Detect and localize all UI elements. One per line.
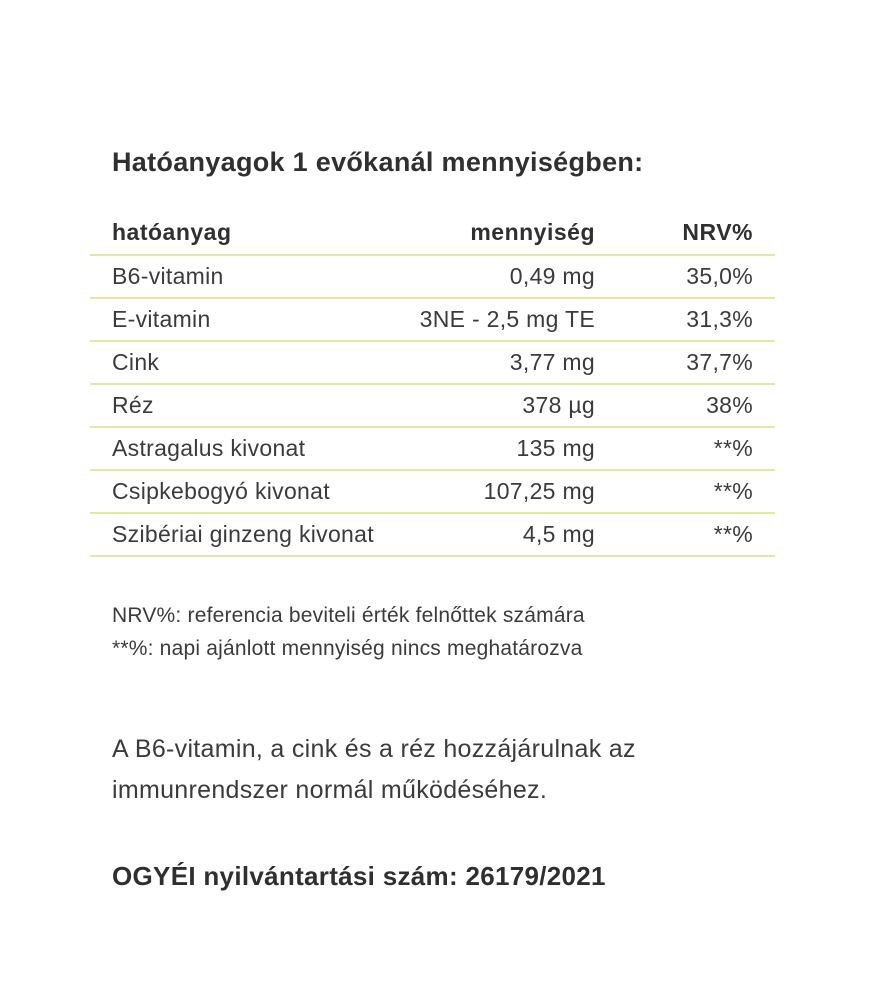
ingredient-name: E-vitamin bbox=[112, 306, 211, 332]
ingredients-table bbox=[90, 210, 775, 557]
ingredient-nrv: 31,3% bbox=[686, 306, 753, 332]
ingredient-name: B6-vitamin bbox=[112, 263, 224, 289]
table-row bbox=[90, 428, 775, 471]
ingredient-amount: 3NE - 2,5 mg TE bbox=[419, 306, 595, 332]
ingredient-name: Szibériai ginzeng kivonat bbox=[112, 521, 374, 547]
ingredient-amount: 4,5 mg bbox=[522, 521, 595, 547]
table-row bbox=[90, 471, 775, 514]
ingredient-nrv: 35,0% bbox=[686, 263, 753, 289]
footnotes bbox=[112, 599, 585, 665]
ingredient-amount: 135 mg bbox=[516, 435, 595, 461]
table-header-row bbox=[90, 210, 775, 256]
table-row bbox=[90, 256, 775, 299]
ingredient-nrv: **% bbox=[713, 478, 753, 504]
registration-number: OGYÉI nyilvántartási szám: 26179/2021 bbox=[112, 861, 606, 891]
table-row bbox=[90, 342, 775, 385]
footnote-asterisk: **%: napi ajánlott mennyiség nincs meghatározva bbox=[112, 637, 583, 660]
column-header-ingredient: hatóanyag bbox=[112, 218, 232, 245]
ingredient-nrv: **% bbox=[713, 435, 753, 461]
page-title: Hatóanyagok 1 evőkanál mennyiségben: bbox=[112, 147, 644, 177]
table-row bbox=[90, 514, 775, 557]
footnote-nrv: NRV%: referencia beviteli érték felnőttek számára bbox=[112, 604, 585, 627]
column-header-nrv: NRV% bbox=[682, 218, 753, 245]
ingredient-name: Réz bbox=[112, 392, 154, 418]
column-header-amount: mennyiség bbox=[470, 218, 595, 245]
ingredient-name: Cink bbox=[112, 349, 160, 375]
ingredient-name: Csipkebogyó kivonat bbox=[112, 478, 330, 504]
ingredient-amount: 3,77 mg bbox=[509, 349, 595, 375]
ingredient-amount: 107,25 mg bbox=[483, 478, 595, 504]
ingredient-amount: 378 µg bbox=[522, 392, 595, 418]
ingredient-nrv: 37,7% bbox=[686, 349, 753, 375]
table-row bbox=[90, 299, 775, 342]
ingredient-amount: 0,49 mg bbox=[509, 263, 595, 289]
ingredient-nrv: 38% bbox=[706, 392, 753, 418]
health-claim-paragraph: A B6-vitamin, a cink és a réz hozzájárulnak az immunrendszer normál működéséhez. bbox=[112, 735, 636, 804]
ingredient-nrv: **% bbox=[713, 521, 753, 547]
ingredient-name: Astragalus kivonat bbox=[112, 435, 306, 461]
table-row bbox=[90, 385, 775, 428]
